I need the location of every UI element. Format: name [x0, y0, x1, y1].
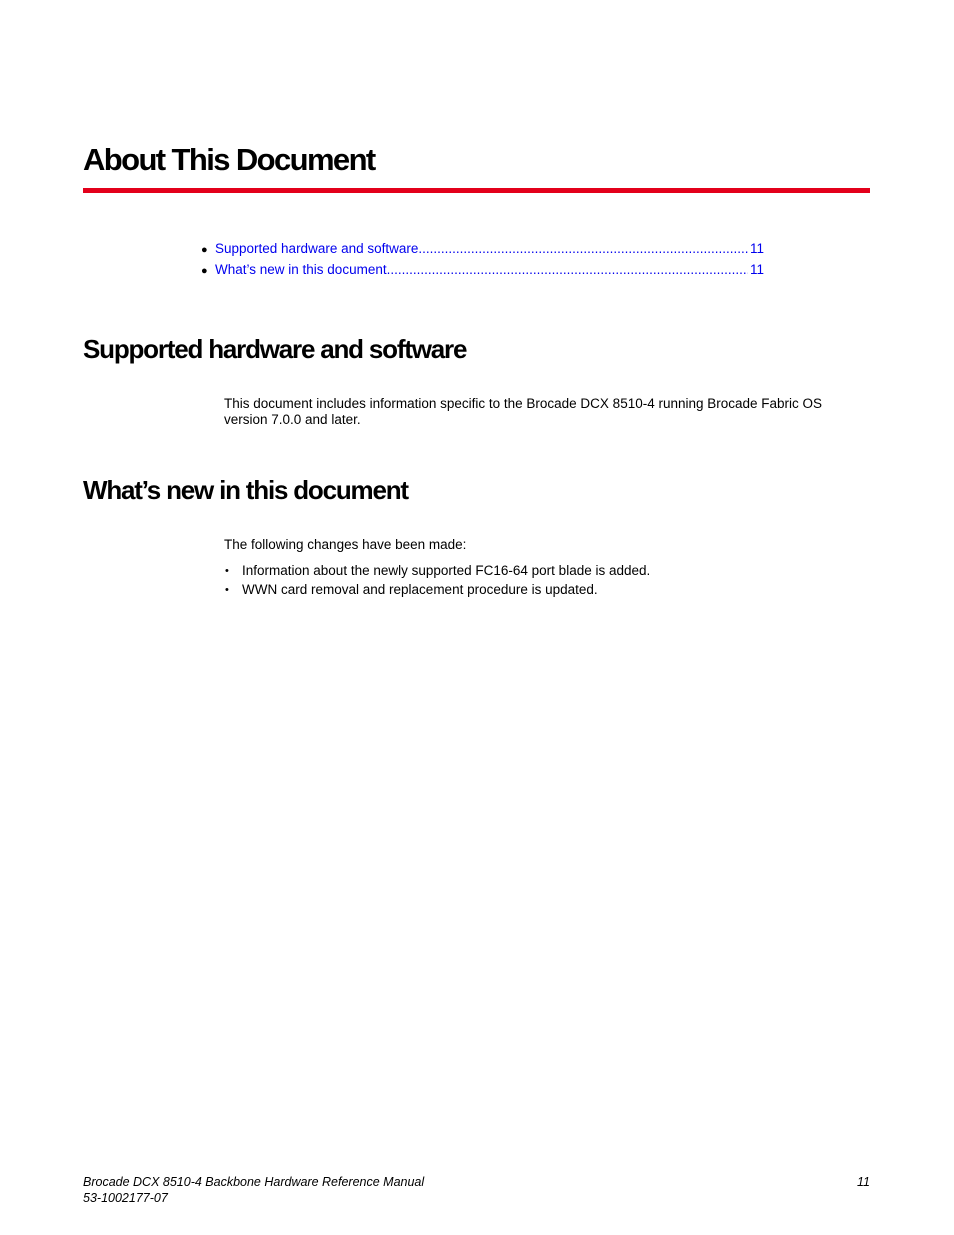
list-item-text: Information about the newly supported FC16-64 port blade is added.	[242, 563, 651, 578]
toc-bullet: ●	[201, 244, 208, 256]
section-heading-whats-new: What’s new in this document	[83, 475, 408, 505]
toc-item	[201, 240, 764, 261]
footer-manual-title: Brocade DCX 8510-4 Backbone Hardware Reference Manual	[83, 1175, 425, 1189]
toc-link-supported-hardware[interactable]	[215, 240, 764, 258]
toc-page-number: 11	[749, 241, 764, 256]
footer-doc-number: 53-1002177-07	[83, 1191, 168, 1205]
supported-hardware-paragraph: This document includes information specific to the Brocade DCX 8510-4 running Brocade Fabric OS version 7.0.0 and later.	[224, 396, 823, 427]
footer-page-number: 11	[857, 1175, 870, 1189]
bullet-mark: •	[225, 565, 229, 577]
toc-link-label: What’s new in this document	[215, 262, 387, 277]
toc-link-whats-new[interactable]	[215, 261, 764, 279]
section-heading-supported-hardware: Supported hardware and software	[83, 334, 467, 364]
page-footer	[83, 1174, 870, 1206]
list-item	[224, 582, 650, 601]
whats-new-intro: The following changes have been made:	[224, 537, 467, 552]
chapter-title: About This Document	[83, 142, 375, 177]
bullet-mark: •	[225, 584, 229, 596]
list-item	[224, 563, 650, 582]
toc-bullet: ●	[201, 265, 208, 277]
chapter-title-rule	[83, 188, 870, 193]
changes-list	[224, 563, 650, 601]
toc-item	[201, 261, 764, 282]
toc-page-number: 11	[749, 262, 764, 277]
list-item-text: WWN card removal and replacement procedure is updated.	[242, 582, 598, 597]
toc-leader-dots	[387, 261, 748, 279]
toc-leader-dots	[418, 240, 748, 258]
mini-toc	[201, 240, 764, 282]
toc-link-label: Supported hardware and software	[215, 241, 419, 256]
